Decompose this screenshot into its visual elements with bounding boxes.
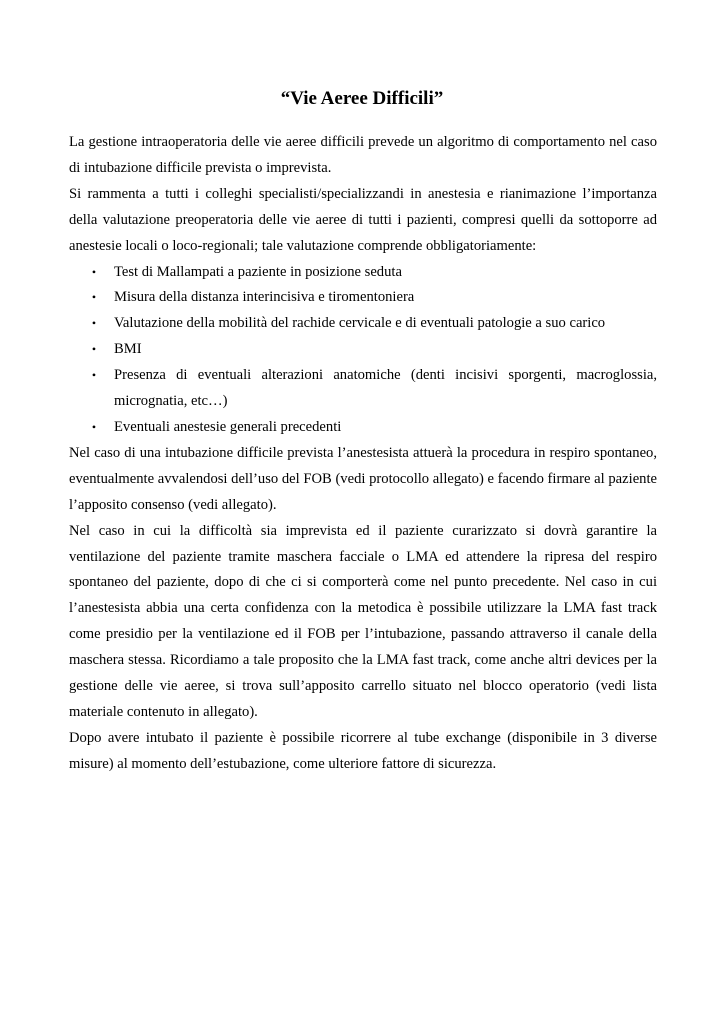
- evaluation-paragraph: Si rammenta a tutti i colleghi specialisti/specializzandi in anestesia e rianimazione l’importanza della valutazione preoperatoria delle vie aeree di tutti i pazienti, compresi quelli da sottoporre ad anestesie locali o loco-regionali; tale valutazione comprende obbligatoriamente:: [69, 185, 657, 254]
- bullet-icon: •: [91, 342, 97, 357]
- tube-exchange-paragraph: Dopo avere intubato il paziente è possibile ricorrere al tube exchange (disponibile in 3 diverse misure) al momento dell’estubazione, come ulteriore fattore di sicurezza.: [69, 729, 657, 772]
- list-item-text: Misura della distanza interincisiva e tiromentoniera: [114, 289, 415, 306]
- list-item: [91, 415, 657, 441]
- list-item-text: BMI: [114, 341, 142, 358]
- bullet-icon: •: [91, 264, 97, 279]
- evaluation-list: [69, 260, 657, 441]
- expected-difficulty-paragraph: Nel caso di una intubazione difficile prevista l’anestesista attuerà la procedura in respiro spontaneo, eventualmente avvalendosi dell’uso del FOB (vedi protocollo allegato) e facendo firmare al paziente l’apposito consenso (vedi allegato).: [69, 444, 657, 513]
- list-item-text: Presenza di eventuali alterazioni anatomiche (denti incisivi sporgenti, macroglossia, micrognatia, etc…): [114, 367, 657, 410]
- list-item-text: Valutazione della mobilità del rachide cervicale e di eventuali patologie a suo carico: [114, 315, 606, 332]
- list-item: [91, 285, 657, 311]
- list-item: [91, 337, 657, 363]
- bullet-icon: •: [91, 316, 97, 331]
- document-title: “Vie Aeree Difficili”: [280, 88, 444, 109]
- list-item-text: Eventuali anestesie generali precedenti: [114, 418, 342, 435]
- unexpected-difficulty-paragraph: Nel caso in cui la difficoltà sia imprevista ed il paziente curarizzato si dovrà garantire la ventilazione del paziente tramite maschera facciale o LMA ed attendere la ripresa del respiro spontaneo del paziente, dopo di che ci si comporterà come nel punto precedente. Nel caso in cui l’anestesista abbia una certa confidenza con la metodica è possibile utilizzare la LMA fast track come presidio per la ventilazione ed il FOB per l’intubazione, passando attraverso il canale della maschera stessa. Ricordiamo a tale proposito che la LMA fast track, come anche altri devices per la gestione delle vie aeree, si trova sull’apposito carrello situato nel blocco operatorio (vedi lista materiale contenuto in allegato).: [69, 522, 657, 720]
- list-item: [91, 260, 657, 286]
- bullet-icon: •: [91, 419, 97, 434]
- list-item-text: Test di Mallampati a paziente in posizione seduta: [114, 263, 402, 280]
- document-body: [69, 130, 657, 778]
- intro-paragraph: La gestione intraoperatoria delle vie aeree difficili prevede un algoritmo di comportamento nel caso di intubazione difficile prevista o imprevista.: [69, 134, 657, 176]
- list-item: [91, 363, 657, 415]
- bullet-icon: •: [91, 290, 97, 305]
- bullet-icon: •: [91, 368, 97, 383]
- list-item: [91, 311, 657, 337]
